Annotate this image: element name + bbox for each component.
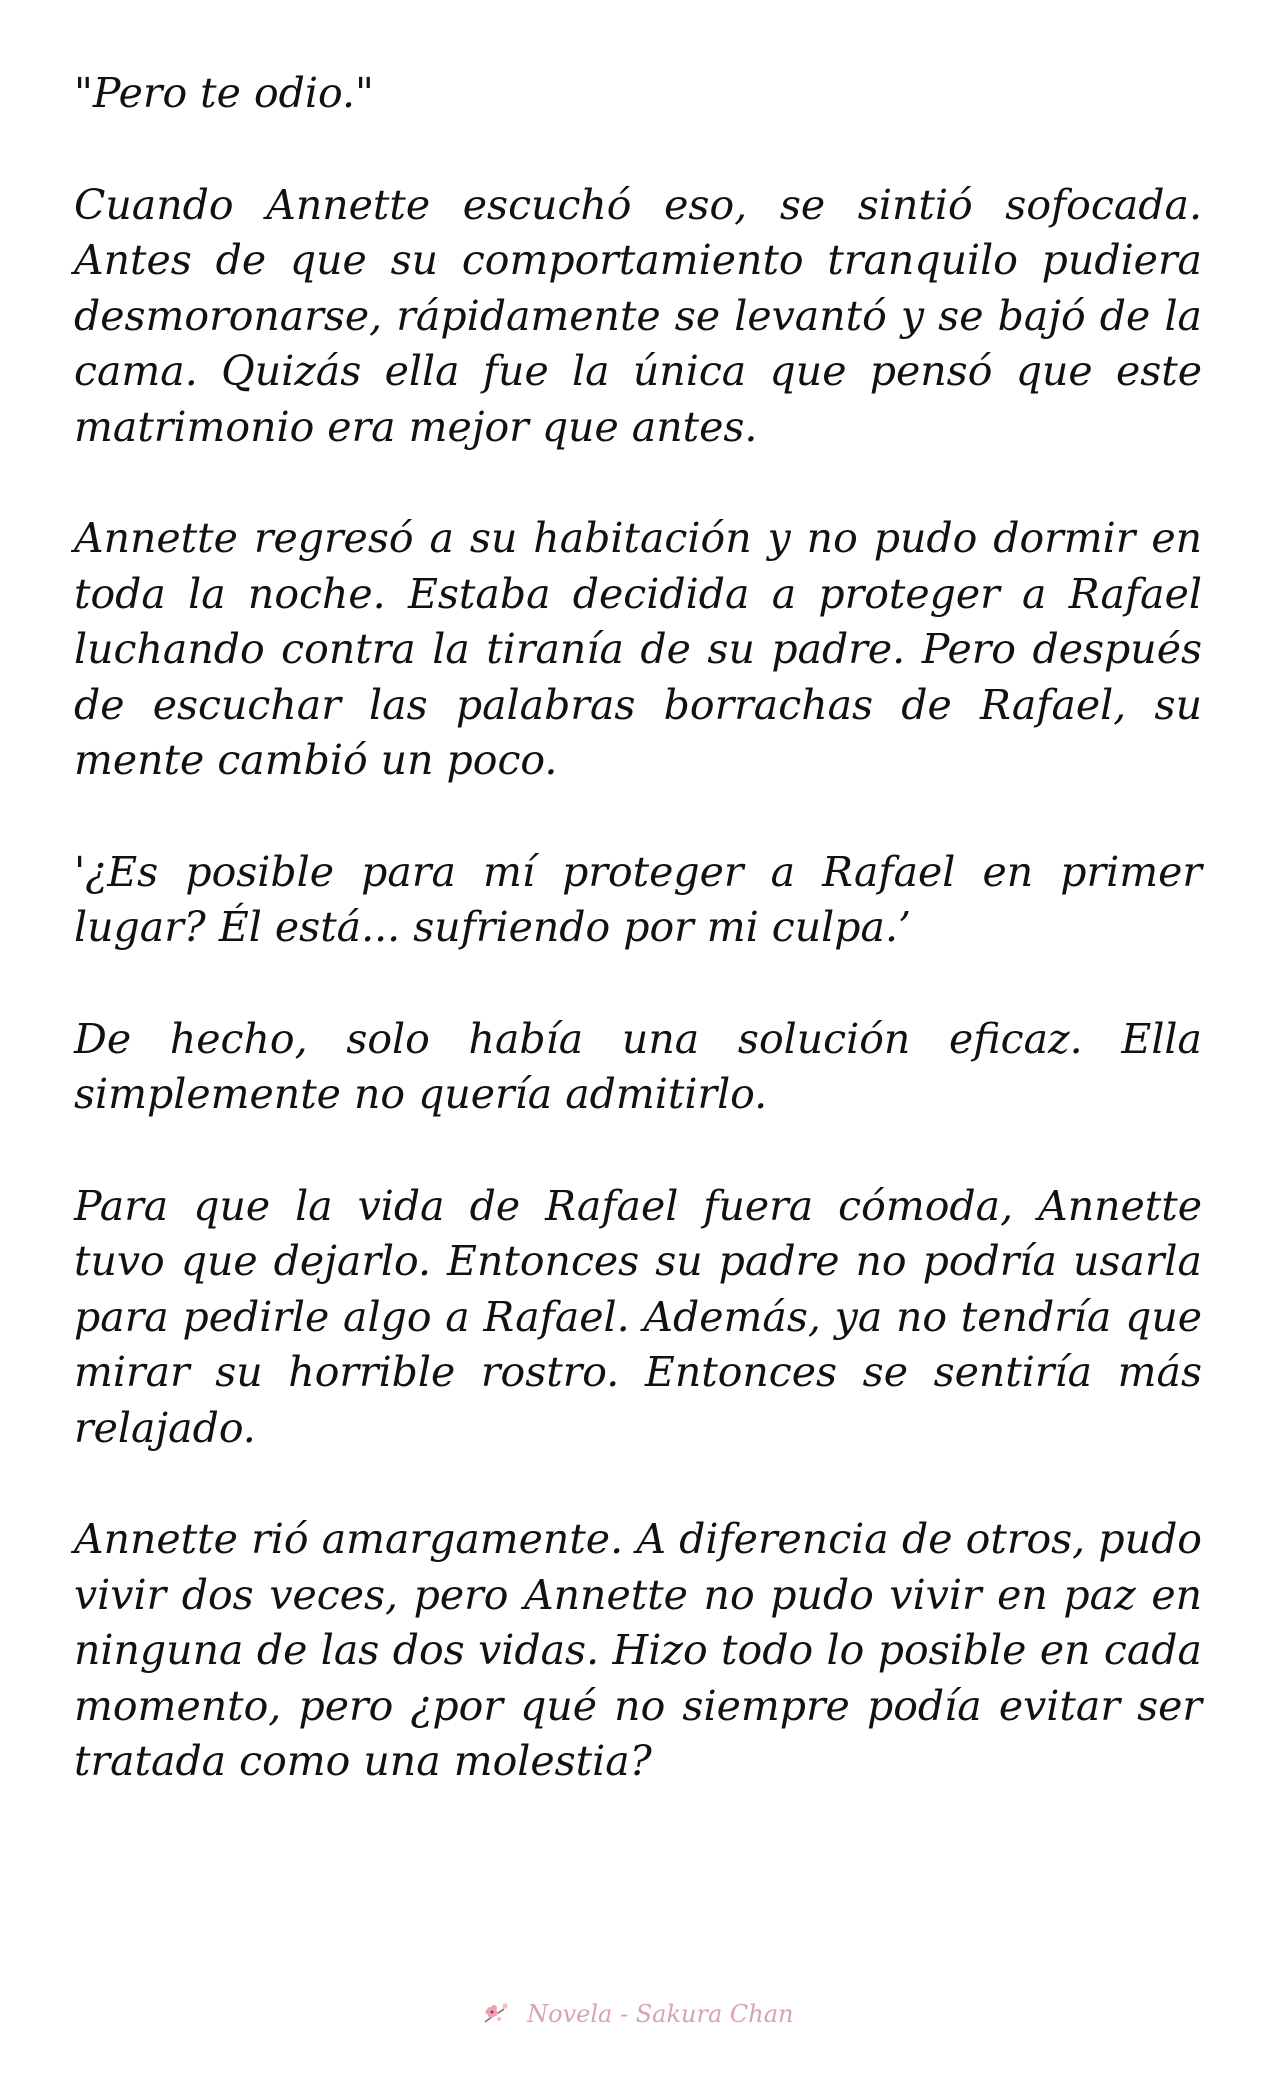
paragraph-3: Annette regresó a su habitación y no pudo dormir en toda la noche. Estaba decidida a proteger a Rafael luchando contra la tiranía de su padre. Pero después de escuchar las palabras borrachas de Rafael, su mente cambió un poco. [74,514,1202,784]
watermark [0,2000,1275,2032]
cherry-blossom-icon [482,2000,512,2032]
paragraph-5: De hecho, solo había una solución eficaz. Ella simplemente no quería admitirlo. [74,1014,1202,1118]
paragraph-2: Cuando Annette escuchó eso, se sintió sofocada. Antes de que su comportamiento tranquilo pudiera desmoronarse, rápidamente se levantó y se bajó de la cama. Quizás ella fue la única que pensó que este matrimonio era mejor que antes. [74,180,1202,451]
paragraph-4: '¿Es posible para mí proteger a Rafael en primer lugar? Él está... sufriendo por mi culpa.’ [74,847,1202,951]
paragraph-1: "Pero te odio." [74,69,374,117]
document-body [74,66,1202,1846]
watermark-text: Novela - Sakura Chan [527,2000,794,2028]
paragraph-6: Para que la vida de Rafael fuera cómoda, Annette tuvo que dejarlo. Entonces su padre no podría usarla para pedirle algo a Rafael. Además, ya no tendría que mirar su horrible rostro. Entonces se sentiría más relajado. [74,1181,1202,1452]
paragraph-7: Annette rió amargamente. A diferencia de otros, pudo vivir dos veces, pero Annette no pudo vivir en paz en ninguna de las dos vidas. Hizo todo lo posible en cada momento, pero ¿por qué no siempre podía evitar ser tratada como una molestia? [74,1515,1202,1785]
